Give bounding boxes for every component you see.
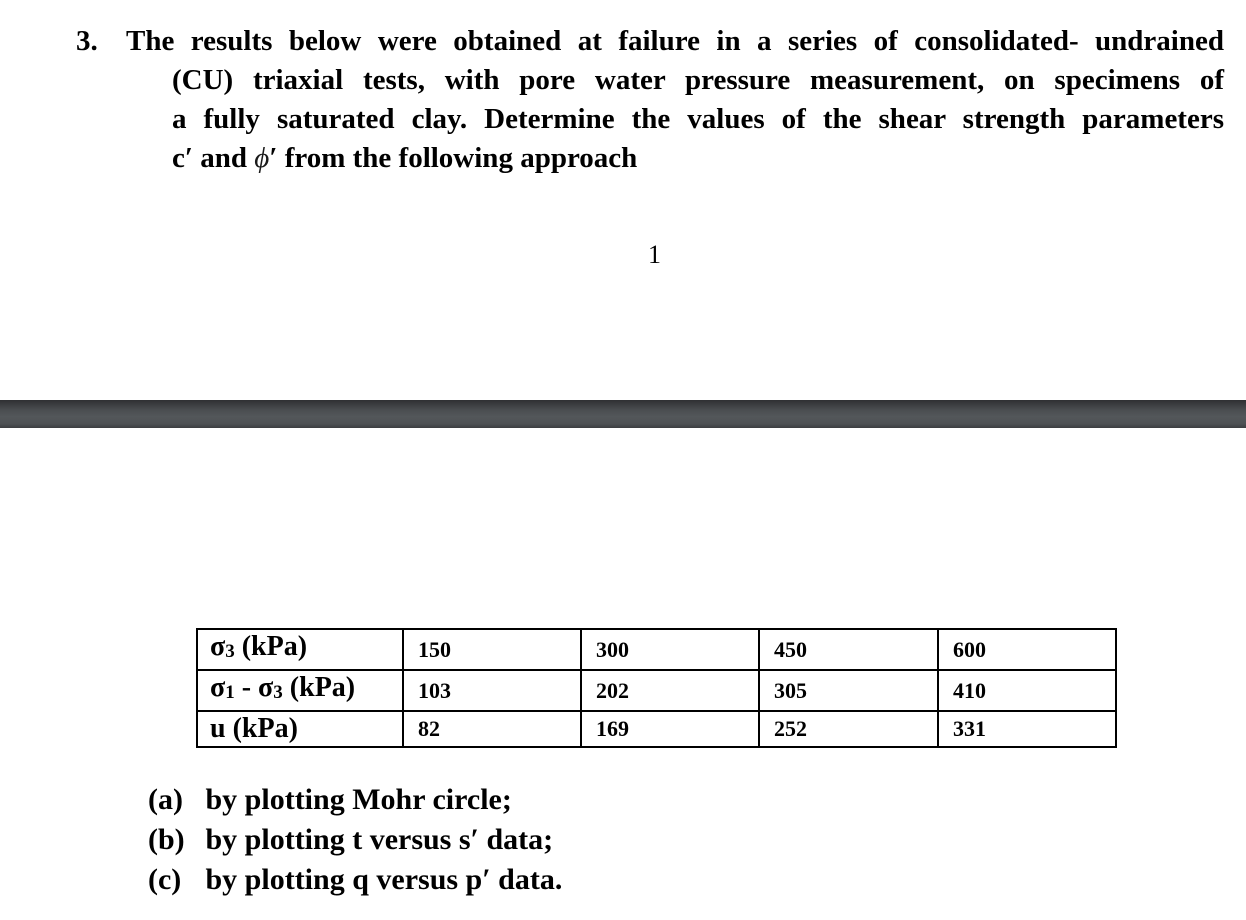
part-c: (c) by plotting q versus p′ data.	[148, 863, 563, 896]
table-cell: 202	[581, 670, 759, 711]
row-label-sigma3: $\sigma_3$ (kPa)	[197, 629, 403, 670]
page-separator-bar	[0, 400, 1246, 428]
table-cell: 331	[938, 711, 1116, 747]
c-prime-text: c′ and	[172, 142, 255, 174]
question-text	[126, 22, 1224, 178]
page-number: 1	[648, 240, 661, 269]
approach-text: ′ from the following approach	[269, 142, 638, 174]
test-results-table	[196, 628, 1117, 748]
table-cell: 450	[759, 629, 938, 670]
question-line-3: a fully saturated clay. Determine the values of the shear strength parameters	[172, 103, 1224, 135]
part-b: (b) by plotting t versus s′ data;	[148, 823, 554, 856]
question-line-4	[126, 139, 1224, 178]
question-number: 3.	[76, 25, 98, 57]
question-line-2: (CU) triaxial tests, with pore water pressure measurement, on specimens of	[172, 64, 1224, 96]
phi-symbol: ϕ	[254, 142, 270, 174]
table-cell: 600	[938, 629, 1116, 670]
table-row-sigma3	[197, 629, 1116, 670]
row-label-deviator-stress: $\sigma_1 - \sigma_3$ (kPa)	[197, 670, 403, 711]
table-cell: 305	[759, 670, 938, 711]
question-line-1: The results below were obtained at failure in a series of consolidated- undrained	[126, 25, 1224, 57]
table-row-pore-pressure	[197, 711, 1116, 747]
table-cell: 169	[581, 711, 759, 747]
part-a: (a) by plotting Mohr circle;	[148, 783, 512, 816]
row-label-pore-pressure: u (kPa)	[197, 711, 403, 747]
table-cell: 82	[403, 711, 581, 747]
table-cell: 150	[403, 629, 581, 670]
table-row-deviator-stress	[197, 670, 1116, 711]
sub-questions	[148, 780, 562, 900]
table-cell: 252	[759, 711, 938, 747]
table-cell: 410	[938, 670, 1116, 711]
table-cell: 300	[581, 629, 759, 670]
table-cell: 103	[403, 670, 581, 711]
